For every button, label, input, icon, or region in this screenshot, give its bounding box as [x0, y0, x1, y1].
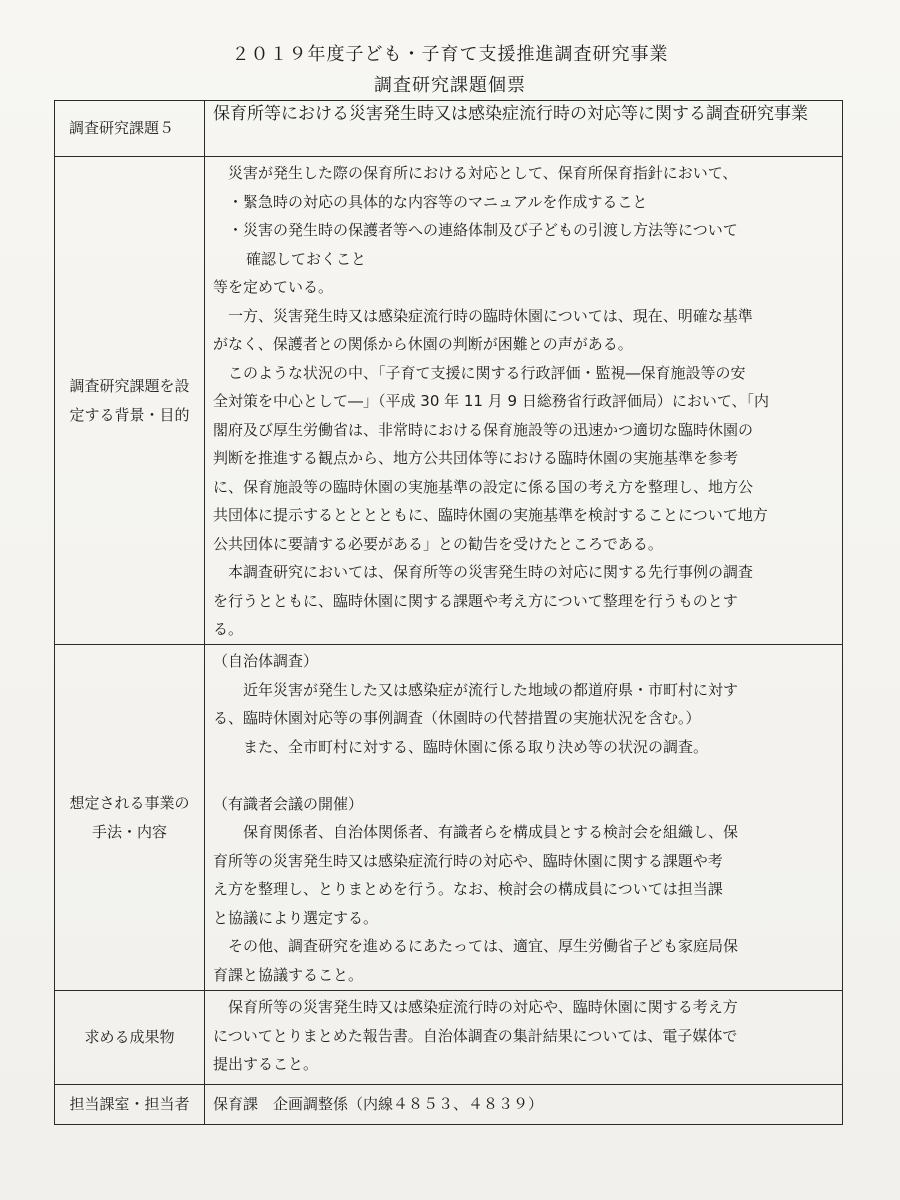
background-label-line1: 調査研究課題を設	[69, 377, 190, 395]
document-subtitle: 調査研究課題個票	[374, 75, 526, 96]
background-line: 全対策を中心として―」（平成 30 年 11 月 9 日総務省行政評価局）において、「内	[213, 392, 770, 410]
methods-label-line2: 手法・内容	[91, 822, 167, 841]
table-row-contact	[55, 1085, 843, 1125]
methods-label-line1: 想定される事業の	[69, 794, 190, 812]
background-line: 確認しておくこと	[246, 249, 367, 268]
theme-value: 保育所等における災害発生時又は感染症流行時の対応等に関する調査研究事業	[205, 101, 843, 157]
methods-line: る、臨時休園対応等の事例調査（休園時の代替措置の実施状況を含む。）	[213, 709, 701, 727]
methods-line: 保育関係者、自治体関係者、有識者らを構成員とする検討会を組織し、保	[243, 823, 739, 841]
background-line: を行うとともに、臨時休園に関する課題や考え方について整理を行うものとす	[213, 591, 738, 610]
methods-content	[205, 645, 843, 991]
methods-line: その他、調査研究を進めるにあたっては、適宜、厚生労働省子ども家庭局保	[228, 937, 739, 955]
deliverables-line: についてとりまとめた報告書。自治体調査の集計結果については、電子媒体で	[213, 1026, 738, 1045]
table-row-theme	[55, 101, 843, 157]
background-line: 共団体に提示するとととともに、臨時休園の実施基準を検討することについて地方	[213, 506, 768, 524]
deliverables-content	[205, 991, 843, 1085]
background-line: 一方、災害発生時又は感染症流行時の臨時休園については、現在、明確な基準	[228, 306, 753, 325]
methods-blank-line	[213, 761, 834, 790]
table-row-methods	[55, 645, 843, 991]
methods-line: と協議により選定する。	[213, 908, 379, 927]
methods-label	[55, 645, 205, 991]
background-line: 災害が発生した際の保育所における対応として、保育所保育指針において、	[228, 164, 738, 182]
background-line: 判断を推進する観点から、地方公共団体等における臨時休園の実施基準を参考	[213, 449, 739, 467]
background-line: がなく、保護者との関係から休園の判断が困難との声がある。	[213, 335, 633, 353]
deliverables-line: 提出すること。	[213, 1055, 319, 1073]
background-line: このような状況の中、「子育て支援に関する行政評価・監視―保育施設等の安	[228, 363, 746, 382]
document-title: ２０１９年度子ども・子育て支援推進調査研究事業	[231, 44, 669, 65]
methods-line: 育課と協議すること。	[213, 965, 364, 984]
methods-heading: （自治体調査）	[213, 652, 319, 670]
table-row-deliverables	[55, 991, 843, 1085]
contact-label: 担当課室・担当者	[55, 1085, 205, 1125]
background-line: 本調査研究においては、保育所等の災害発生時の対応に関する先行事例の調査	[228, 563, 754, 581]
table-row-background	[55, 157, 843, 645]
background-line: に、保育施設等の臨時休園の実施基準の設定に係る国の考え方を整理し、地方公	[213, 477, 754, 496]
methods-heading: （有識者会議の開催）	[213, 794, 364, 813]
background-content	[205, 157, 843, 645]
background-line: 等を定めている。	[213, 278, 334, 296]
background-label-line2: 定する背景・目的	[69, 405, 190, 424]
background-line: 公共団体に要請する必要がある」との勧告を受けたところである。	[213, 534, 663, 553]
deliverables-label: 求める成果物	[55, 991, 205, 1085]
background-line: 閣府及び厚生労働省は、非常時における保育施設等の迅速かつ適切な臨時休園の	[213, 420, 754, 439]
methods-line: え方を整理し、とりまとめを行う。なお、検討会の構成員については担当課	[213, 880, 723, 898]
deliverables-line: 保育所等の災害発生時又は感染症流行時の対応や、臨時休園に関する考え方	[228, 998, 738, 1016]
methods-line: 近年災害が発生した又は感染症が流行した地域の都道府県・市町村に対す	[243, 680, 739, 699]
theme-label: 調査研究課題５	[55, 101, 205, 157]
background-line: る。	[213, 620, 244, 638]
background-bullet: ・災害の発生時の保護者等への連絡体制及び子どもの引渡し方法等について	[228, 221, 738, 239]
methods-line: 育所等の災害発生時又は感染症流行時の対応や、臨時休園に関する課題や考	[213, 851, 723, 870]
background-label	[55, 157, 205, 645]
background-bullet: ・緊急時の対応の具体的な内容等のマニュアルを作成すること	[228, 192, 648, 211]
methods-line: また、全市町村に対する、臨時休園に係る取り決め等の状況の調査。	[243, 737, 709, 756]
contact-value: 保育課 企画調整係（内線４８５３、４８３９）	[205, 1085, 843, 1125]
research-topic-table	[54, 100, 843, 1125]
